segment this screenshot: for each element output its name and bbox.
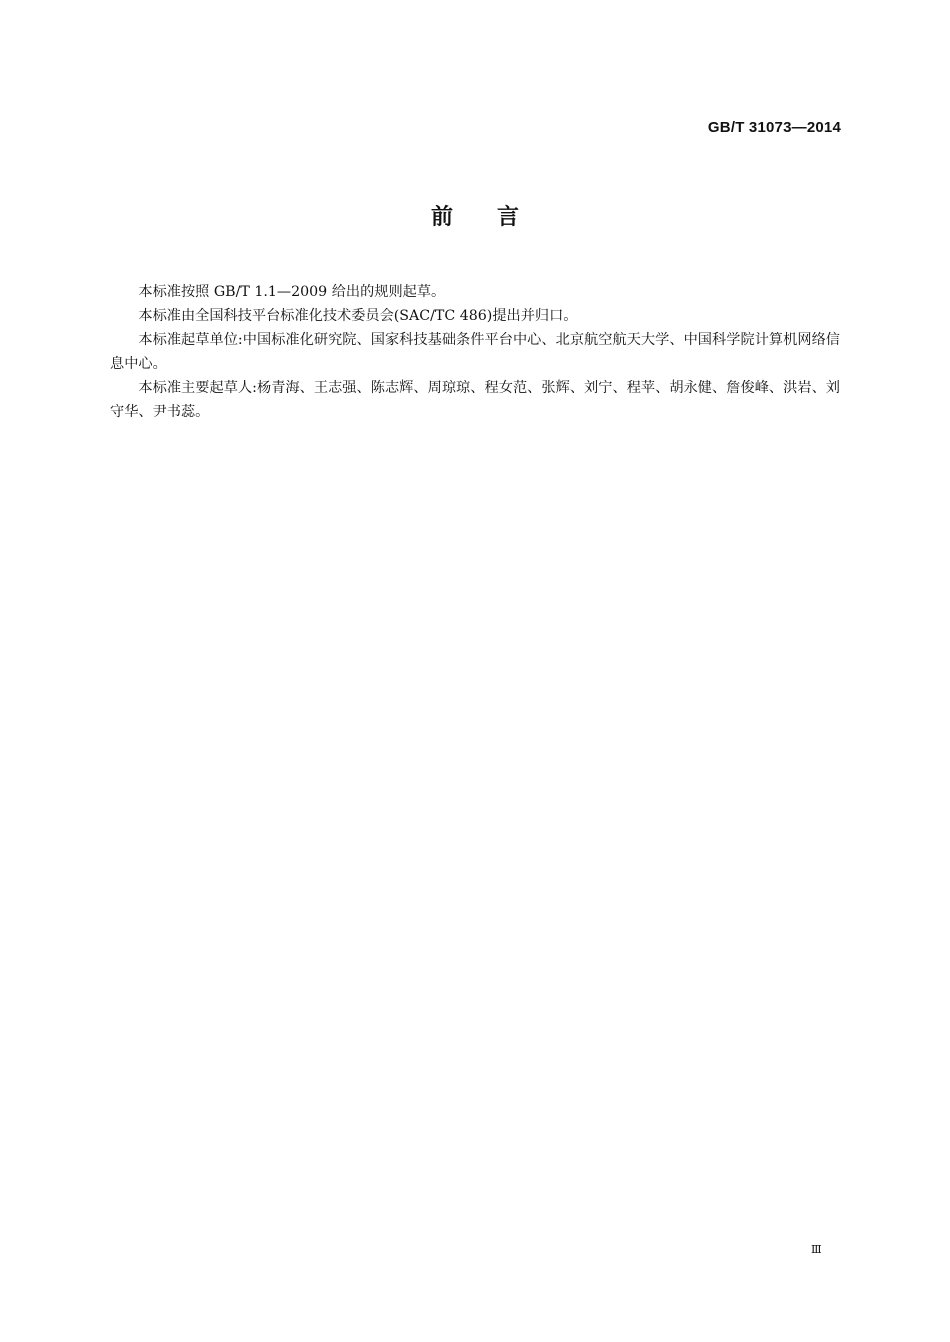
- page-number: Ⅲ: [811, 1243, 822, 1256]
- page-title: 前言: [430, 205, 563, 230]
- paragraph-proposer: 本标准由全国科技平台标准化技术委员会(SAC/TC 486)提出并归口。: [138, 308, 578, 324]
- paragraph-drafting-units: 本标准起草单位:中国标准化研究院、国家科技基础条件平台中心、北京航空航天大学、中国科学院计算机网络信息中心。: [110, 332, 840, 372]
- document-code: GB/T 31073—2014: [707, 119, 841, 136]
- paragraph-drafters: 本标准主要起草人:杨青海、王志强、陈志辉、周琼琼、程女范、张辉、刘宁、程苹、胡永健、詹俊峰、洪岩、刘守华、尹书蕊。: [110, 380, 840, 420]
- preface-body: [110, 280, 840, 424]
- paragraph-drafting-rules: 本标准按照 GB/T 1.1—2009 给出的规则起草。: [138, 284, 446, 300]
